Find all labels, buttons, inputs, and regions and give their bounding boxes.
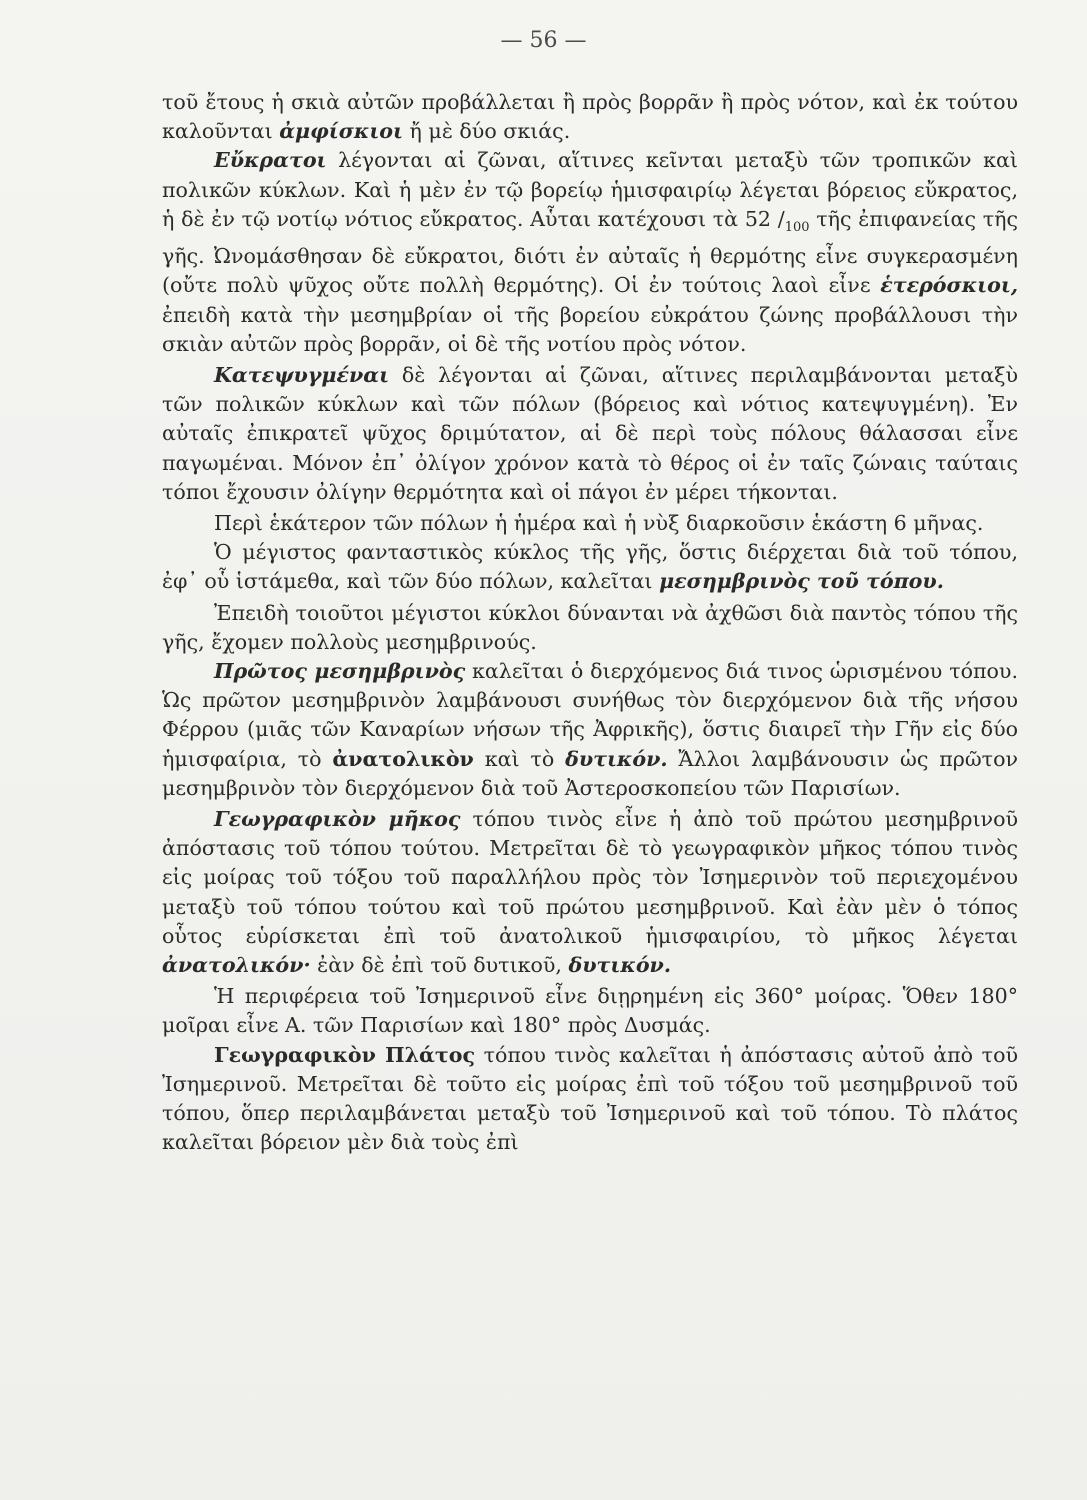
paragraph-6: Ἐπειδὴ τοιοῦτοι μέγιστοι κύκλοι δύνανται νὰ ἀχθῶσι διὰ παντὸς τόπου τῆς γῆς, ἔχομεν πολλοὺς μεσημβρινούς. (162, 600, 1018, 654)
term-anatolikon-mikos: ἀνατολικόν· (162, 953, 311, 977)
term-dytikon-mikos: δυτικόν. (568, 953, 672, 977)
paragraph-3: Κατεψυγμέναι δὲ λέγονται αἱ ζῶναι, αἵτινες περιλαμβάνονται μεταξὺ τῶν πολικῶν κύκλων καὶ τῶν πόλων (βόρειος καὶ νότιος κατεψυγμένη). Ἐν αὐταῖς ἐπικρατεῖ ψῦχος δριμύτατον, αἱ δὲ περὶ τοὺς πόλους θάλασσαι εἶνε παγωμέναι. Μόνον ἐπ᾽ ὀλίγον χρόνον κατὰ τὸ θέρος οἱ ἐν ταῖς ζώναις ταύταις τόποι ἔχουσιν ὀλίγην θερμότητα καὶ οἱ πάγοι ἐν μέρει τήκονται. (162, 362, 1018, 504)
paragraph-1: τοῦ ἔτους ἡ σκιὰ αὐτῶν προβάλλεται ἢ πρὸς βορρᾶν ἢ πρὸς νότον, καὶ ἐκ τούτου καλοῦνται ἀμφίσκιοι ἤ μὲ δύο σκιάς. (162, 90, 1018, 144)
term-protos-mesimvrinos: Πρῶτος μεσημβρινὸς (214, 658, 466, 683)
term-geografikon-mikos: Γεωγραφικὸν μῆκος (214, 806, 461, 831)
paragraph-5: Ὁ μέγιστος φανταστικὸς κύκλος τῆς γῆς, ὅστις διέρχεται διὰ τοῦ τόπου, ἐφ᾽ οὗ ἱστάμεθα, καὶ τῶν δύο πόλων, καλεῖται μεσημβρινὸς τοῦ τόπου. (162, 540, 1018, 594)
paragraph-7: Πρῶτος μεσημβρινὸς καλεῖται ὁ διερχόμενος διά τινος ὡρισμένου τόπου. Ὡς πρῶτον μεσημβρινὸν λαμβάνουσι συνήθως τὸν διερχόμενον διὰ τῆς νήσου Φέρρου (μιᾶς τῶν Καναρίων νήσων τῆς Ἀφρικῆς), ὅστις διαιρεῖ τὴν Γῆν εἰς δύο ἡμισφαίρια, τὸ ἀνατολικὸν καὶ τὸ δυτικόν. Ἄλλοι λαμβάνουσιν ὡς πρῶτον μεσημβρινὸν τὸν διερχόμενον διὰ τοῦ Ἀστεροσκοπείου τῶν Παρισίων. (162, 658, 1018, 800)
term-amphiskioi: ἀμφίσκιοι (279, 119, 403, 144)
paragraph-2: Εὔκρατοι λέγονται αἱ ζῶναι, αἵτινες κεῖνται μεταξὺ τῶν τροπικῶν καὶ πολικῶν κύκλων. Καὶ ἡ μὲν ἐν τῷ βορείῳ ἡμισφαιρίῳ λέγεται βόρειος εὔκρατος, ἡ δὲ ἐν τῷ νοτίῳ νότιος εὔκρατος. Αὗται κατέχουσι τὰ 52 $/_{100}$ τῆς ἐπιφανείας τῆς γῆς. Ὠνομάσθησαν δὲ εὔκρατοι, διότι ἐν αὐταῖς ἡ θερμότης εἶνε συγκερασμένη (οὔτε πολὺ ψῦχος οὔτε πολλὴ θερμότης). Οἱ ἐν τούτοις λαοὶ εἶνε ἑτερόσκιοι, ἐπειδὴ κατὰ τὴν μεσημβρίαν οἱ τῆς βορείου εὐκράτου ζώνης προβάλλουσι τὴν σκιὰν αὐτῶν πρὸς βορρᾶν, οἱ δὲ τῆς νοτίου πρὸς νότον. (162, 148, 1018, 356)
term-mesimvrinos-topou: μεσημβρινὸς τοῦ τόπου. (659, 569, 944, 594)
term-katepsygmenai: Κατεψυγμέναι (214, 362, 390, 387)
paragraph-8: Γεωγραφικὸν μῆκος τόπου τινὸς εἶνε ἡ ἀπὸ τοῦ πρώτου μεσημβρινοῦ ἀπόστασις τοῦ τόπου τούτου. Μετρεῖται δὲ τὸ γεωγραφικὸν μῆκος τόπου τινὸς εἰς μοίρας τοῦ τόξου τοῦ παραλλήλου πρὸς τὸν Ἰσημερινὸν τοῦ περιεχομένου μεταξὺ τοῦ τόπου τούτου καὶ τοῦ πρώτου μεσημβρινοῦ. Καὶ ἐὰν μὲν ὁ τόπος οὗτος εὑρίσκεται ἐπὶ τοῦ ἀνατολικοῦ ἡμισφαιρίου, τὸ μῆκος λέγεται ἀνατολικόν· ἐὰν δὲ ἐπὶ τοῦ δυτικοῦ, δυτικόν. (162, 806, 1018, 977)
paragraph-9: Ἡ περιφέρεια τοῦ Ἰσημερινοῦ εἶνε διῃρημένη εἰς 360° μοίρας. Ὅθεν 180° μοῖραι εἶνε Α. τῶν Παρισίων καὶ 180° πρὸς Δυσμάς. (162, 984, 1018, 1038)
term-eukratoi: Εὔκρατοι (214, 148, 327, 173)
paragraph-10: Γεωγραφικὸν Πλάτος τόπου τινὸς καλεῖται ἡ ἀπόστασις αὐτοῦ ἀπὸ τοῦ Ἰσημερινοῦ. Μετρεῖται δὲ τοῦτο εἰς μοίρας ἐπὶ τοῦ τόξου τοῦ μεσημβρινοῦ τοῦ τόπου, ὅπερ περιλαμβάνεται μεταξὺ τοῦ Ἰσημερινοῦ καὶ τοῦ τόπου. Τὸ πλάτος καλεῖται βόρειον μὲν διὰ τοὺς ἐπὶ (162, 1042, 1018, 1155)
page-number: — 56 — (500, 28, 587, 53)
term-dytikon: δυτικόν. (565, 746, 668, 771)
term-heteroskioi: ἑτερόσκιοι, (880, 273, 1018, 298)
term-geografikon-platos: Γεωγραφικὸν Πλάτος (214, 1042, 476, 1067)
term-anatolikon: ἀνατολικὸν (332, 746, 474, 771)
paragraph-4: Περὶ ἑκάτερον τῶν πόλων ἡ ἡμέρα καὶ ἡ νὺξ διαρκοῦσιν ἑκάστη 6 μῆνας. (214, 510, 984, 535)
body-text (162, 88, 1018, 1157)
